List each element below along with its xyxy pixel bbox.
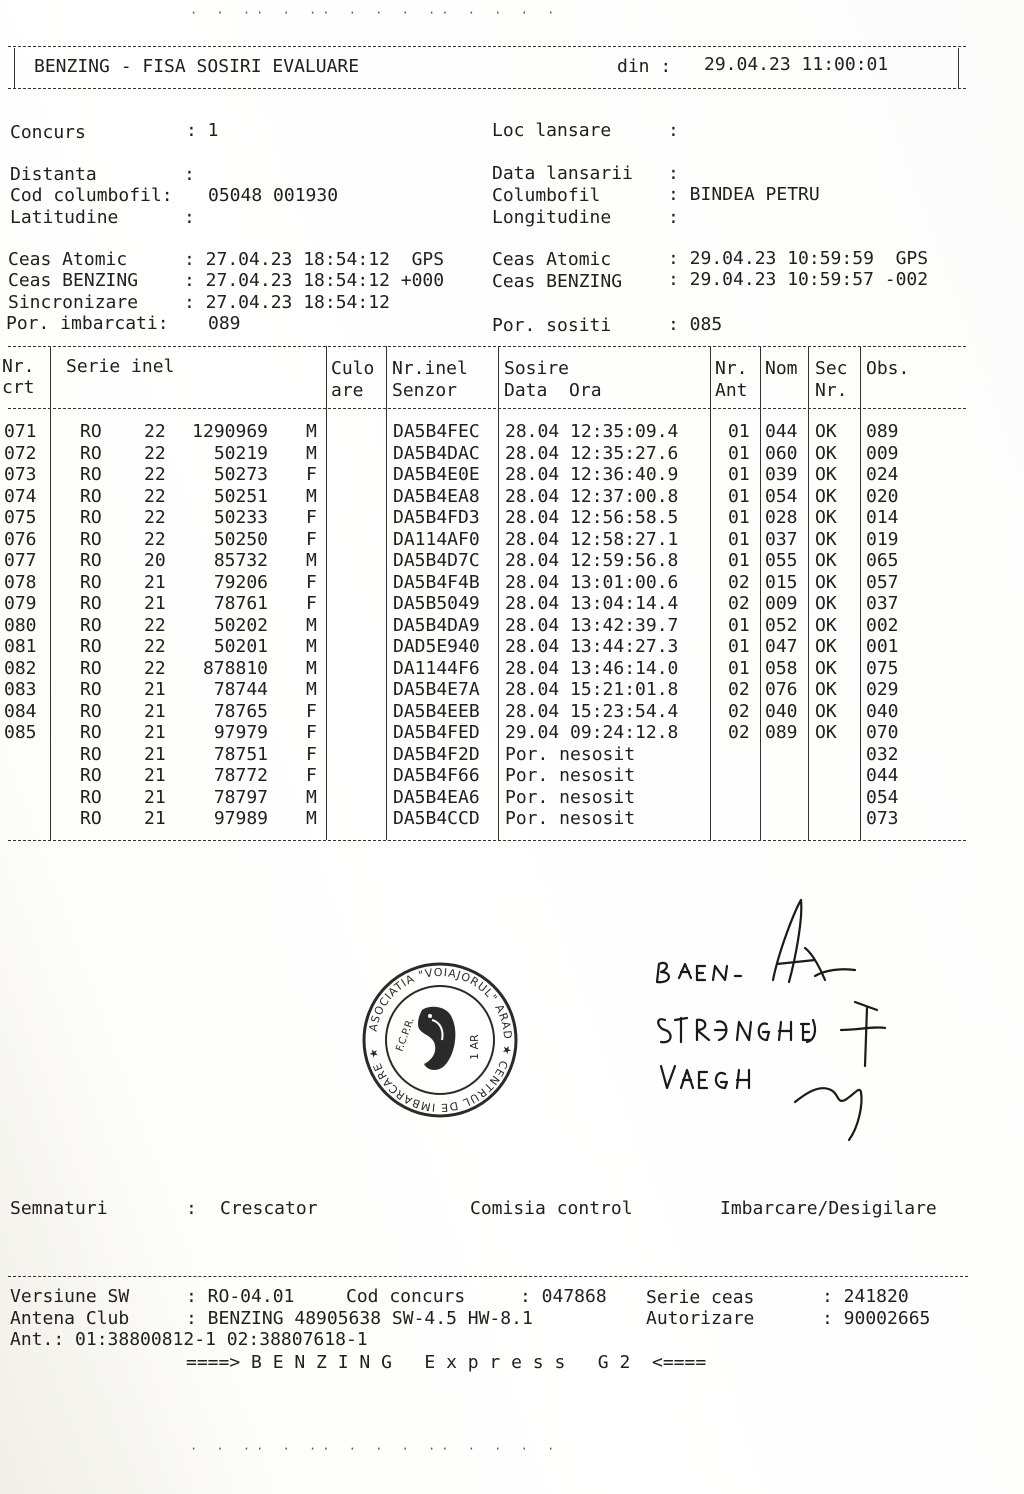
cell-obs: 002 (866, 614, 899, 636)
cell-sex: M (306, 485, 317, 507)
cell-obs: 073 (866, 808, 899, 829)
cell-obs: 032 (866, 743, 899, 765)
semnaturi-crescator: Crescator (220, 1198, 318, 1219)
cell-country: RO (80, 550, 102, 571)
header-sec: Sec (815, 358, 848, 379)
cell-ring: 1290969 (192, 421, 268, 442)
cell-ant: 01 (728, 421, 750, 442)
ceas-benzing-label-end: Ceas BENZING (492, 271, 623, 292)
cell-country: RO (80, 614, 102, 636)
cell-nr: 076 (4, 528, 37, 550)
cell-nr: 085 (4, 722, 37, 743)
por-sositi-label: Por. sositi (492, 315, 612, 336)
antena-value: : BENZING 48905638 SW-4.5 HW-8.1 (186, 1308, 533, 1329)
cod-concurs-label: Cod concurs (346, 1286, 466, 1307)
cell-sec: OK (815, 657, 837, 679)
header-senzor: Senzor (392, 380, 458, 401)
cell-nr: 079 (4, 593, 37, 614)
semnaturi-colon: : (186, 1198, 197, 1219)
cell-sosire: 28.04 12:58:27.1 (505, 528, 679, 550)
cell-nr: 071 (4, 421, 37, 442)
cell-country: RO (80, 808, 102, 829)
antenna-ids: Ant.: 01:38800812-1 02:38807618-1 (10, 1329, 368, 1350)
col-divider (760, 346, 761, 840)
por-sositi-value: : 085 (668, 314, 723, 335)
cell-year: 21 (144, 700, 166, 722)
cell-nr: 082 (4, 657, 37, 679)
cell-country: RO (80, 743, 102, 765)
cell-year: 22 (144, 636, 166, 657)
cell-country: RO (80, 485, 102, 507)
col-divider (326, 346, 327, 840)
cell-senzor: DA5B4EA6 (393, 786, 480, 808)
cell-sex: M (306, 679, 317, 700)
cell-senzor: DA5B4EA8 (393, 485, 480, 507)
table-top-rule (8, 346, 966, 347)
cell-obs: 070 (866, 722, 899, 743)
cell-year: 21 (144, 765, 166, 786)
serie-ceas-value: : 241820 (822, 1286, 909, 1307)
cell-ring: 97989 (213, 808, 268, 829)
cell-ant: 01 (728, 464, 750, 485)
cell-sosire: 28.04 13:46:14.0 (505, 657, 679, 679)
cell-senzor: DA5B4F66 (393, 765, 480, 786)
cell-sosire: 28.04 15:21:01.8 (505, 679, 679, 700)
cell-ring: 97979 (213, 722, 268, 743)
header-culoare-2: are (331, 380, 364, 401)
cell-country: RO (80, 722, 102, 743)
ceas-atomic-label: Ceas Atomic (8, 249, 128, 270)
cell-country: RO (80, 571, 102, 593)
semnaturi-label: Semnaturi (10, 1198, 108, 1219)
cell-sex: F (306, 765, 317, 786)
cell-ring: 85732 (213, 550, 268, 571)
header-bottom-rule (8, 88, 966, 89)
cell-ring: 50219 (213, 442, 268, 464)
cell-country: RO (80, 507, 102, 528)
longitudine-label: Longitudine (492, 207, 612, 228)
cell-sex: F (306, 593, 317, 614)
cell-nom: 028 (765, 507, 798, 528)
cell-nom: 044 (765, 421, 798, 442)
autorizare-label: Autorizare (646, 1308, 755, 1329)
cell-ant: 01 (728, 507, 750, 528)
autorizare-value: : 90002665 (822, 1308, 931, 1329)
cell-ant: 01 (728, 636, 750, 657)
table-bottom-rule (8, 840, 966, 841)
concurs-label: Concurs (10, 122, 86, 143)
cell-year: 22 (144, 528, 166, 550)
header-top-rule (8, 46, 966, 47)
cell-sex: M (306, 636, 317, 657)
semnaturi-comisia: Comisia control (470, 1198, 633, 1219)
cell-sex: M (306, 786, 317, 808)
cell-ant: 01 (728, 657, 750, 679)
round-seal-stamp (360, 960, 520, 1120)
table-header-rule (8, 408, 966, 409)
cell-obs: 040 (866, 700, 899, 722)
cell-sex: F (306, 571, 317, 593)
cell-sec: OK (815, 722, 837, 743)
cell-ant: 01 (728, 614, 750, 636)
semnaturi-imbarcare: Imbarcare/Desigilare (720, 1198, 937, 1219)
cell-ant: 02 (728, 593, 750, 614)
cell-nom: 040 (765, 700, 798, 722)
loc-lansare-label: Loc lansare (492, 120, 612, 141)
cell-senzor: DA5B4E0E (393, 464, 480, 485)
cell-nr: 077 (4, 550, 37, 571)
cell-senzor: DA5B4CCD (393, 808, 480, 829)
ceas-benzing-end: : 29.04.23 10:59:57 -002 (668, 269, 929, 290)
cell-senzor: DA5B4F4B (393, 571, 480, 593)
cell-country: RO (80, 700, 102, 722)
col-divider (50, 346, 51, 840)
loc-lansare-value: : (668, 120, 679, 141)
cell-ant: 02 (728, 722, 750, 743)
cell-sosire: 28.04 12:56:58.5 (505, 507, 679, 528)
cell-ring: 78744 (213, 679, 268, 700)
col-divider (860, 346, 861, 840)
cell-obs: 054 (866, 786, 899, 808)
cell-sosire: Por. nesosit (505, 765, 636, 786)
cell-ring: 78772 (213, 765, 268, 786)
cod-concurs-value: : 047868 (520, 1286, 607, 1307)
versiune-label: Versiune SW (10, 1286, 130, 1307)
header-datetime: 29.04.23 11:00:01 (704, 54, 889, 75)
columbofil-value: : BINDEA PETRU (668, 184, 820, 205)
cell-obs: 014 (866, 507, 899, 528)
cell-obs: 037 (866, 593, 899, 614)
cell-nr: 075 (4, 507, 37, 528)
print-speckle-bottom: · · ·· · ·· · · · ·· · · · · (190, 1442, 561, 1456)
header-nr-crt: Nr. (2, 356, 35, 377)
cell-obs: 001 (866, 636, 899, 657)
cod-columbofil-label: Cod columbofil: (10, 185, 173, 206)
cell-senzor: DA5B4DAC (393, 442, 480, 464)
cell-sosire: 28.04 12:35:27.6 (505, 442, 679, 464)
cell-ant: 02 (728, 679, 750, 700)
antena-label: Antena Club (10, 1308, 130, 1329)
cell-obs: 009 (866, 442, 899, 464)
cell-ring: 50273 (213, 464, 268, 485)
cell-sosire: Por. nesosit (505, 786, 636, 808)
cell-year: 21 (144, 808, 166, 829)
latitudine-value: : (184, 207, 195, 228)
cell-sosire: 29.04 09:24:12.8 (505, 722, 679, 743)
cell-sec: OK (815, 421, 837, 442)
cell-sec: OK (815, 485, 837, 507)
svg-text:F.C.P.R.: F.C.P.R. (394, 1016, 417, 1054)
cell-ring: 78797 (213, 786, 268, 808)
cell-year: 21 (144, 571, 166, 593)
cell-senzor: DA5B4EEB (393, 700, 480, 722)
cell-sex: M (306, 442, 317, 464)
col-divider (498, 346, 499, 840)
svg-text:1 AR: 1 AR (468, 1034, 481, 1060)
concurs-value: : 1 (186, 120, 219, 141)
cell-obs: 057 (866, 571, 899, 593)
header-nr-ant-2: Ant (715, 380, 748, 401)
cell-sec: OK (815, 636, 837, 657)
cell-nom: 060 (765, 442, 798, 464)
ceas-benzing-label: Ceas BENZING (8, 270, 139, 291)
cell-year: 21 (144, 593, 166, 614)
cell-nr: 083 (4, 679, 37, 700)
cell-nr: 084 (4, 700, 37, 722)
ceas-atomic-start: : 27.04.23 18:54:12 GPS (184, 249, 445, 270)
cell-sosire: 28.04 13:44:27.3 (505, 636, 679, 657)
cell-ant: 01 (728, 550, 750, 571)
cell-senzor: DA114AF0 (393, 528, 480, 550)
cell-country: RO (80, 442, 102, 464)
cell-senzor: DA5B4FEC (393, 421, 480, 442)
cell-nom: 076 (765, 679, 798, 700)
cell-nom: 047 (765, 636, 798, 657)
cell-year: 21 (144, 722, 166, 743)
cell-sosire: 28.04 15:23:54.4 (505, 700, 679, 722)
cell-sosire: Por. nesosit (505, 743, 636, 765)
header-culoare: Culo (331, 358, 375, 379)
cell-nom: 009 (765, 593, 798, 614)
cell-sosire: 28.04 12:59:56.8 (505, 550, 679, 571)
cell-year: 22 (144, 614, 166, 636)
por-imbarcati-label: Por. imbarcati: (6, 313, 169, 334)
cell-nr: 080 (4, 614, 37, 636)
cell-sosire: Por. nesosit (505, 808, 636, 829)
cell-sex: F (306, 528, 317, 550)
cell-ant: 01 (728, 528, 750, 550)
header-nom: Nom (765, 358, 798, 379)
cell-ring: 878810 (202, 657, 268, 679)
cell-nom: 054 (765, 485, 798, 507)
cell-nr: 072 (4, 442, 37, 464)
cell-nom: 052 (765, 614, 798, 636)
cell-country: RO (80, 765, 102, 786)
cell-ring: 50233 (213, 507, 268, 528)
footer-rule (8, 1276, 968, 1277)
cell-ring: 50250 (213, 528, 268, 550)
cell-nom: 015 (765, 571, 798, 593)
cell-sec: OK (815, 571, 837, 593)
cell-obs: 075 (866, 657, 899, 679)
ceas-benzing-start: : 27.04.23 18:54:12 +000 (184, 270, 445, 291)
cell-nom: 058 (765, 657, 798, 679)
cell-ring: 79206 (213, 571, 268, 593)
cell-sec: OK (815, 507, 837, 528)
col-divider (710, 346, 711, 840)
cell-year: 21 (144, 786, 166, 808)
cell-sex: F (306, 507, 317, 528)
cell-ring: 50251 (213, 485, 268, 507)
cell-country: RO (80, 421, 102, 442)
header-serie-inel: Serie inel (66, 356, 175, 377)
col-divider (386, 346, 387, 840)
cell-senzor: DA5B4F2D (393, 743, 480, 765)
cell-sec: OK (815, 700, 837, 722)
distanta-label: Distanta (10, 164, 97, 185)
sincronizare-value: : 27.04.23 18:54:12 (184, 292, 390, 313)
cell-sex: M (306, 614, 317, 636)
cell-obs: 089 (866, 421, 899, 442)
cell-obs: 029 (866, 679, 899, 700)
page-title: BENZING - FISA SOSIRI EVALUARE (34, 56, 360, 77)
cell-ring: 78761 (213, 593, 268, 614)
handwritten-signatures (645, 890, 905, 1150)
cell-country: RO (80, 679, 102, 700)
cell-obs: 065 (866, 550, 899, 571)
cell-sosire: 28.04 13:04:14.4 (505, 593, 679, 614)
header-sosire: Sosire (504, 358, 570, 379)
cell-sex: M (306, 657, 317, 679)
cell-sosire: 28.04 13:42:39.7 (505, 614, 679, 636)
cell-nom: 039 (765, 464, 798, 485)
header-nr-crt-2: crt (2, 377, 35, 398)
cell-nom: 037 (765, 528, 798, 550)
cell-nom: 055 (765, 550, 798, 571)
header-nr-inel: Nr.inel (392, 358, 468, 379)
cell-year: 22 (144, 507, 166, 528)
header-nr-ant: Nr. (715, 358, 748, 379)
cod-columbofil-value: 05048 001930 (208, 185, 339, 206)
cell-sex: F (306, 743, 317, 765)
cell-ring: 78751 (213, 743, 268, 765)
ceas-atomic-end: : 29.04.23 10:59:59 GPS (668, 248, 929, 269)
cell-sosire: 28.04 13:01:00.6 (505, 571, 679, 593)
data-lansarii-label: Data lansarii (492, 163, 633, 184)
cell-ring: 50201 (213, 636, 268, 657)
cell-year: 21 (144, 679, 166, 700)
cell-year: 22 (144, 442, 166, 464)
cell-country: RO (80, 636, 102, 657)
cell-senzor: DA5B5049 (393, 593, 480, 614)
cell-year: 22 (144, 485, 166, 507)
cell-nr: 078 (4, 571, 37, 593)
cell-senzor: DA5B4E7A (393, 679, 480, 700)
cell-country: RO (80, 593, 102, 614)
cell-obs: 020 (866, 485, 899, 507)
distanta-value: : (184, 164, 195, 185)
cell-sec: OK (815, 528, 837, 550)
latitudine-label: Latitudine (10, 207, 119, 228)
header-right-border (958, 48, 959, 88)
cell-country: RO (80, 657, 102, 679)
cell-nr: 081 (4, 636, 37, 657)
serie-ceas-label: Serie ceas (646, 1287, 755, 1308)
cell-senzor: DA5B4DA9 (393, 614, 480, 636)
cell-sex: F (306, 722, 317, 743)
cell-ant: 02 (728, 700, 750, 722)
cell-nr: 073 (4, 464, 37, 485)
cell-sosire: 28.04 12:36:40.9 (505, 464, 679, 485)
header-obs: Obs. (866, 358, 910, 379)
cell-sec: OK (815, 593, 837, 614)
ceas-atomic-label-end: Ceas Atomic (492, 249, 612, 270)
header-data-ora: Data Ora (504, 380, 602, 401)
cell-obs: 044 (866, 765, 899, 786)
cell-obs: 024 (866, 464, 899, 485)
din-label: din : (617, 56, 672, 77)
cell-year: 22 (144, 657, 166, 679)
cell-sec: OK (815, 550, 837, 571)
header-left-border (14, 48, 15, 88)
cell-ring: 78765 (213, 700, 268, 722)
cell-sex: M (306, 808, 317, 829)
cell-ant: 01 (728, 485, 750, 507)
cell-sosire: 28.04 12:35:09.4 (505, 421, 679, 442)
cell-nom: 089 (765, 722, 798, 743)
columbofil-label: Columbofil (492, 185, 601, 206)
cell-senzor: DA5B4FED (393, 722, 480, 743)
header-sec-nr: Nr. (815, 380, 848, 401)
cell-senzor: DA5B4D7C (393, 550, 480, 571)
cell-sex: F (306, 464, 317, 485)
cell-country: RO (80, 786, 102, 808)
cell-year: 21 (144, 743, 166, 765)
cell-obs: 019 (866, 528, 899, 550)
cell-country: RO (80, 528, 102, 550)
cell-senzor: DA5B4FD3 (393, 507, 480, 528)
cell-sec: OK (815, 442, 837, 464)
cell-sec: OK (815, 679, 837, 700)
cell-year: 22 (144, 464, 166, 485)
cell-year: 22 (144, 421, 166, 442)
benzing-banner: ====> B E N Z I N G E x p r e s s G 2 <==== (186, 1352, 707, 1373)
data-lansarii-value: : (668, 163, 679, 184)
cell-year: 20 (144, 550, 166, 571)
cell-sex: F (306, 700, 317, 722)
cell-ring: 50202 (213, 614, 268, 636)
cell-ant: 01 (728, 442, 750, 464)
cell-sec: OK (815, 614, 837, 636)
versiune-value: : RO-04.01 (186, 1286, 295, 1307)
cell-nr: 074 (4, 485, 37, 507)
cell-sec: OK (815, 464, 837, 485)
col-divider (808, 346, 809, 840)
cell-sex: M (306, 550, 317, 571)
print-speckle-top: · · ·· · ·· · · · ·· · · · · (190, 6, 561, 20)
cell-senzor: DA1144F6 (393, 657, 480, 679)
longitudine-value: : (668, 207, 679, 228)
svg-text:ASOCIATIA "VOIAJORUL" ARAD ★ C: ASOCIATIA "VOIAJORUL" ARAD ★ CENTRUL DE IMBARCARE ★ (366, 965, 515, 1115)
sincronizare-label: Sincronizare (8, 292, 139, 313)
cell-sex: M (306, 421, 317, 442)
cell-country: RO (80, 464, 102, 485)
cell-senzor: DAD5E940 (393, 636, 480, 657)
cell-sosire: 28.04 12:37:00.8 (505, 485, 679, 507)
cell-ant: 02 (728, 571, 750, 593)
por-imbarcati-value: 089 (208, 313, 241, 334)
